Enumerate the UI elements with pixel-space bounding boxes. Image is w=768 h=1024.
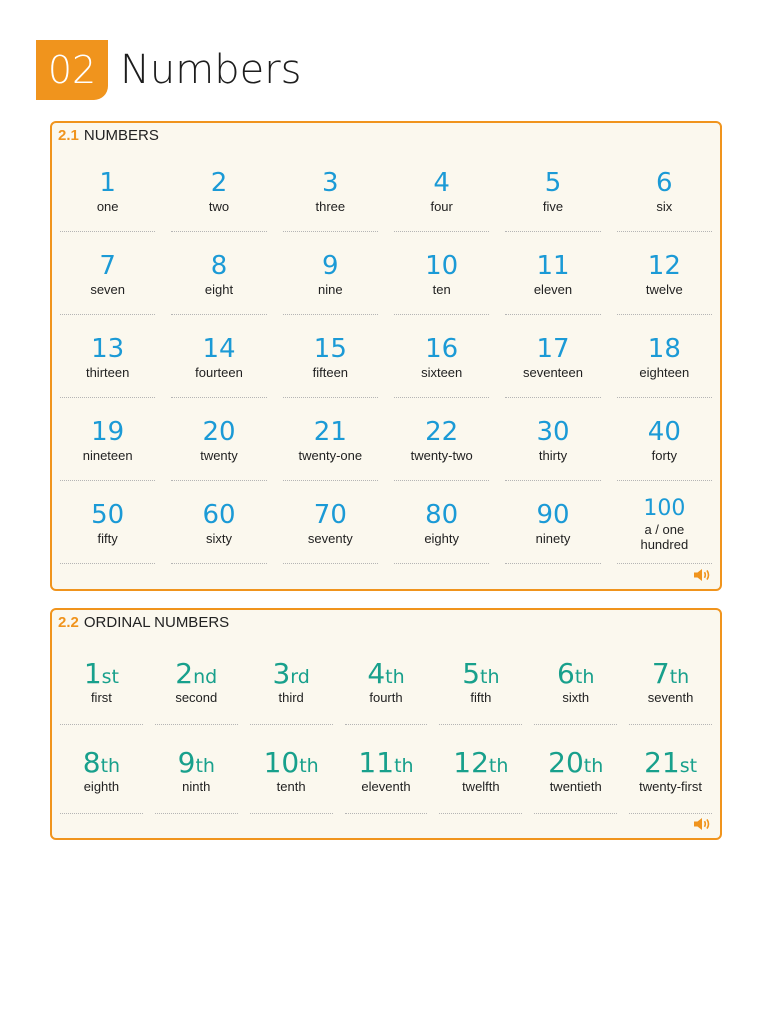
ordinal-digit: 7 — [651, 656, 670, 690]
ordinal-numeral — [83, 656, 120, 690]
number-card — [171, 317, 266, 400]
ordinal-suffix: th — [394, 754, 414, 777]
number-card — [394, 234, 489, 317]
number-card — [60, 400, 155, 483]
ordinal-word: seventh — [647, 690, 694, 706]
number-word: thirteen — [85, 365, 130, 381]
ordinal-card — [345, 727, 428, 816]
number-digit: 100 — [643, 495, 686, 521]
number-digit: 8 — [210, 250, 228, 281]
number-word: seventy — [307, 531, 353, 547]
number-card — [283, 317, 378, 400]
ordinal-numeral — [272, 656, 310, 690]
number-digit: 22 — [425, 416, 459, 447]
ordinal-digit: 11 — [358, 745, 395, 779]
number-digit: 6 — [656, 167, 673, 198]
number-word: eight — [204, 282, 234, 298]
ordinal-card — [629, 727, 712, 816]
ordinal-suffix: th — [488, 754, 509, 777]
number-digit: 90 — [536, 499, 570, 530]
ordinal-digit: 3 — [272, 656, 291, 690]
number-card — [60, 317, 155, 400]
ordinal-word: tenth — [276, 779, 306, 795]
ordinal-suffix: st — [101, 665, 120, 688]
numbers-grid — [60, 151, 712, 566]
number-digit: 50 — [91, 499, 125, 530]
ordinal-suffix: th — [385, 665, 405, 688]
number-word: eighty — [424, 531, 460, 547]
ordinal-card — [60, 638, 143, 727]
number-word: twelve — [645, 282, 683, 298]
ordinal-word: ninth — [182, 779, 211, 795]
ordinal-suffix: th — [299, 754, 319, 777]
number-digit: 40 — [647, 416, 681, 447]
ordinal-suffix: th — [669, 665, 690, 688]
chapter-header — [36, 40, 302, 100]
number-digit: 9 — [322, 250, 339, 281]
number-digit: 1 — [99, 167, 116, 198]
ordinal-word: third — [278, 690, 304, 706]
number-word: six — [656, 199, 673, 215]
ordinal-word: eighth — [83, 779, 120, 795]
number-card — [505, 234, 600, 317]
ordinal-suffix: st — [679, 754, 698, 777]
number-word: thirty — [538, 448, 568, 464]
number-word: five — [542, 199, 564, 215]
number-digit: 18 — [647, 333, 681, 364]
ordinal-suffix: th — [583, 754, 604, 777]
number-word: four — [430, 199, 453, 215]
number-digit: 20 — [202, 416, 236, 447]
number-card — [283, 151, 378, 234]
number-card — [617, 151, 712, 234]
ordinal-card — [345, 638, 428, 727]
number-digit: 3 — [322, 167, 339, 198]
number-digit: 13 — [91, 333, 125, 364]
ordinal-numeral — [462, 656, 500, 690]
number-card — [617, 234, 712, 317]
ordinal-card — [60, 727, 143, 816]
number-digit: 17 — [536, 333, 570, 364]
chapter-number-badge: 02 — [36, 40, 108, 100]
section-number: 2.1 — [58, 127, 79, 144]
ordinal-digit: 12 — [453, 745, 489, 779]
number-word: eighteen — [639, 365, 690, 381]
number-word: twenty-one — [298, 448, 363, 464]
number-card — [394, 400, 489, 483]
number-card — [171, 151, 266, 234]
ordinal-word: second — [175, 690, 218, 706]
number-word: sixty — [205, 531, 232, 547]
ordinal-digit: 6 — [557, 656, 575, 690]
speaker-icon[interactable] — [692, 567, 712, 583]
ordinal-digit: 8 — [82, 745, 101, 779]
ordinal-numeral — [175, 656, 218, 690]
number-digit: 60 — [202, 499, 236, 530]
number-digit: 12 — [647, 250, 681, 281]
number-card — [617, 483, 712, 566]
ordinal-word: first — [90, 690, 112, 706]
number-card — [505, 483, 600, 566]
ordinal-card — [534, 638, 617, 727]
number-word: fifty — [97, 531, 118, 547]
section-title: ORDINAL NUMBERS — [83, 614, 230, 631]
number-card — [171, 483, 266, 566]
number-digit: 14 — [202, 333, 236, 364]
ordinal-card — [534, 727, 617, 816]
number-card — [505, 317, 600, 400]
speaker-icon[interactable] — [692, 816, 712, 832]
number-digit: 11 — [536, 250, 570, 281]
number-card — [394, 151, 489, 234]
numbers-section-heading — [58, 127, 159, 144]
ordinal-word: sixth — [562, 690, 590, 706]
ordinal-card — [155, 638, 238, 727]
number-word: one — [96, 199, 119, 215]
ordinal-card — [250, 727, 333, 816]
ordinal-digit: 10 — [263, 745, 300, 779]
number-digit: 80 — [425, 499, 459, 530]
number-digit: 19 — [91, 416, 125, 447]
ordinal-digit: 9 — [177, 745, 196, 779]
section-title: NUMBERS — [83, 127, 159, 144]
number-card — [60, 151, 155, 234]
number-word: nine — [318, 282, 343, 298]
number-word: forty — [651, 448, 677, 464]
ordinal-digit: 1 — [83, 656, 102, 690]
number-digit: 21 — [313, 416, 347, 447]
number-word: seven — [90, 282, 126, 298]
number-word: seventeen — [522, 365, 583, 381]
ordinal-suffix: nd — [193, 665, 218, 688]
number-digit: 10 — [425, 250, 459, 281]
number-word: fourteen — [195, 365, 243, 381]
number-card — [617, 400, 712, 483]
ordinal-numeral — [358, 745, 414, 779]
ordinals-section-heading — [58, 614, 229, 631]
ordinal-digit: 5 — [462, 656, 481, 690]
ordinal-word: fifth — [470, 690, 492, 706]
ordinal-word: twentieth — [549, 779, 602, 795]
ordinal-digit: 2 — [175, 656, 194, 690]
ordinal-card — [439, 638, 522, 727]
ordinal-suffix: th — [100, 754, 121, 777]
number-word: fifteen — [312, 365, 349, 381]
numbers-panel — [50, 121, 722, 591]
ordinal-suffix: th — [195, 754, 215, 777]
ordinal-numeral — [651, 656, 690, 690]
number-word: ten — [432, 282, 451, 298]
number-card — [60, 234, 155, 317]
ordinal-card — [629, 638, 712, 727]
chapter-title: Numbers — [120, 47, 302, 93]
ordinal-suffix: th — [480, 665, 500, 688]
ordinal-card — [250, 638, 333, 727]
number-word: three — [315, 199, 346, 215]
ordinal-suffix: rd — [290, 665, 310, 688]
number-card — [283, 400, 378, 483]
number-word: twenty-two — [410, 448, 473, 464]
number-digit: 4 — [433, 167, 450, 198]
ordinal-numeral — [644, 745, 698, 779]
ordinal-word: twenty-first — [639, 779, 702, 795]
ordinal-numeral — [263, 745, 319, 779]
number-card — [283, 234, 378, 317]
number-card — [60, 483, 155, 566]
number-card — [283, 483, 378, 566]
number-digit: 16 — [425, 333, 459, 364]
number-word: a / one hundred — [640, 521, 689, 552]
number-card — [394, 317, 489, 400]
ordinal-numbers-panel — [50, 608, 722, 840]
number-digit: 7 — [99, 250, 116, 281]
ordinal-numeral — [453, 745, 509, 779]
ordinal-numeral — [557, 656, 595, 690]
number-word: ninety — [535, 531, 571, 547]
number-word: nineteen — [82, 448, 133, 464]
number-card — [505, 151, 600, 234]
ordinal-card — [439, 727, 522, 816]
number-word: eleven — [533, 282, 573, 298]
number-word: two — [208, 199, 230, 215]
ordinal-numeral — [82, 745, 121, 779]
ordinal-word: twelfth — [462, 779, 500, 795]
ordinal-numeral — [177, 745, 215, 779]
ordinal-word: fourth — [369, 690, 403, 706]
number-digit: 5 — [544, 167, 562, 198]
ordinal-numeral — [367, 656, 405, 690]
ordinals-grid — [60, 638, 712, 816]
ordinal-digit: 21 — [644, 745, 680, 779]
number-card — [617, 317, 712, 400]
number-card — [171, 400, 266, 483]
number-word: sixteen — [421, 365, 463, 381]
ordinal-digit: 20 — [548, 745, 584, 779]
ordinal-numeral — [548, 745, 604, 779]
number-digit: 30 — [536, 416, 570, 447]
number-digit: 2 — [210, 167, 228, 198]
ordinal-card — [155, 727, 238, 816]
ordinal-digit: 4 — [367, 656, 386, 690]
number-card — [394, 483, 489, 566]
number-digit: 70 — [313, 499, 347, 530]
number-card — [505, 400, 600, 483]
number-word: twenty — [200, 448, 238, 464]
ordinal-word: eleventh — [361, 779, 411, 795]
ordinal-suffix: th — [574, 665, 595, 688]
section-number: 2.2 — [58, 614, 79, 631]
number-digit: 15 — [313, 333, 347, 364]
number-card — [171, 234, 266, 317]
